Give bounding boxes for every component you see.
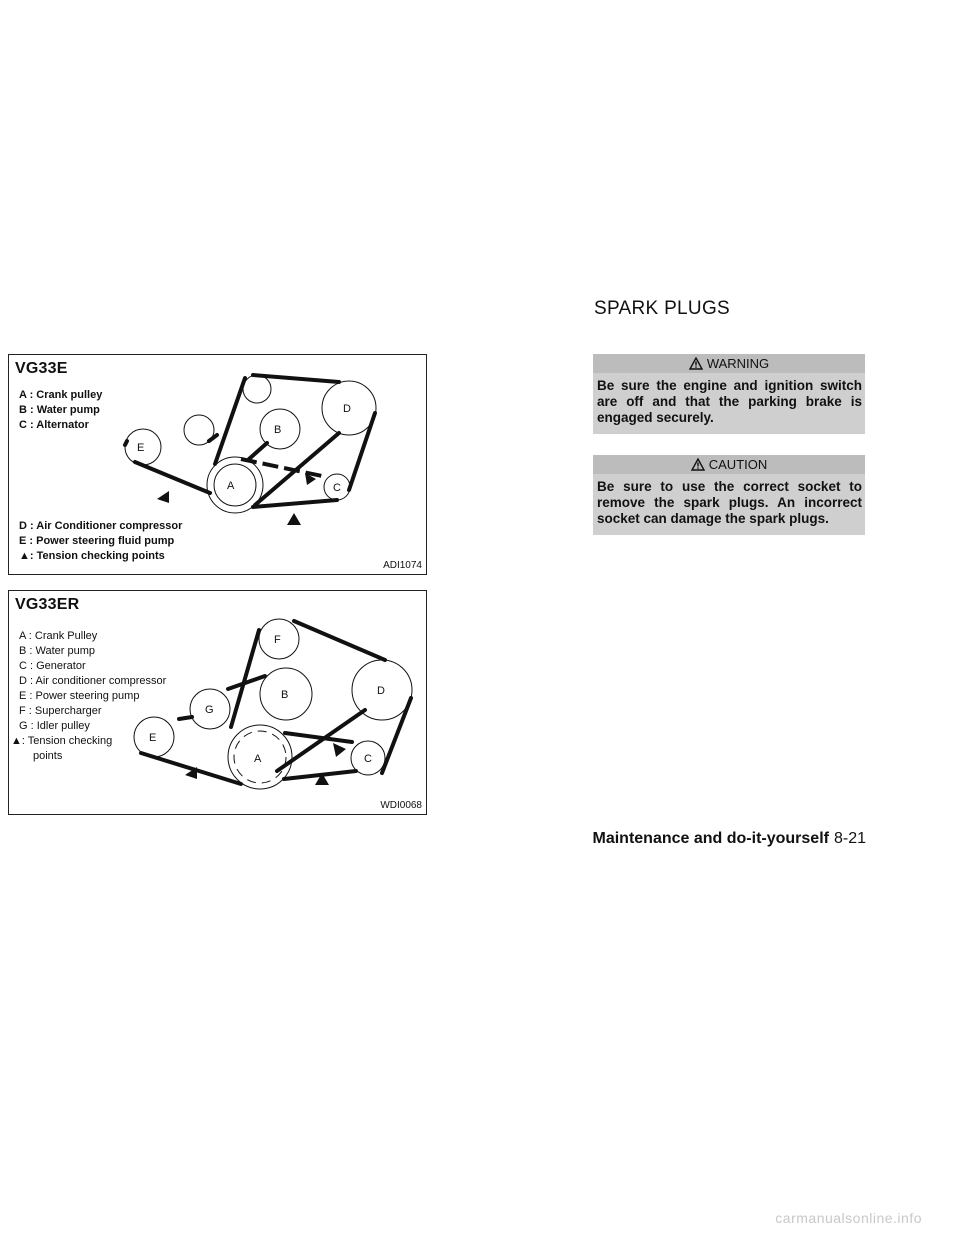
- figure-code: WDI0068: [380, 800, 422, 811]
- legend-item: B : Water pump: [19, 404, 100, 416]
- label-d: D: [343, 403, 351, 415]
- legend-item: C : Alternator: [19, 419, 89, 431]
- tension-side-belt: [241, 459, 327, 477]
- tension-point-icon: ▲: [19, 550, 30, 562]
- figure-title: VG33E: [15, 360, 68, 377]
- caution-box: [593, 455, 865, 535]
- warning-header: [593, 354, 865, 373]
- tension-marker-right: [333, 743, 346, 757]
- caution-text: Be sure to use the correct socket to remove the spark plugs. An incorrect socket can damage the spark plugs.: [597, 479, 862, 526]
- page-footer: [590, 830, 866, 848]
- section-title: SPARK PLUGS: [594, 298, 730, 319]
- legend-item: F : Supercharger: [19, 705, 102, 717]
- tension-marker-left: [157, 491, 169, 503]
- tension-markers: [185, 743, 346, 785]
- tension-point-icon: ▲: [11, 735, 22, 747]
- pulley-a-inner: [214, 464, 256, 506]
- label-c: C: [333, 482, 341, 494]
- caution-title: CAUTION: [708, 457, 768, 472]
- footer-section: Maintenance and do-it-yourself: [592, 830, 829, 847]
- label-e: E: [149, 732, 157, 744]
- warning-text: Be sure the engine and ignition switch are off and that the parking brake is engaged securely.: [597, 378, 862, 425]
- label-d: D: [377, 685, 385, 697]
- figure-code: ADI1074: [383, 560, 422, 571]
- warning-title: WARNING: [706, 356, 770, 371]
- tension-marker-bottom: [287, 513, 301, 525]
- label-a: A: [227, 480, 235, 492]
- legend-item: D : Air conditioner compressor: [19, 675, 167, 687]
- legend-item: A : Crank Pulley: [19, 630, 98, 642]
- figure-vg33er: [8, 590, 427, 815]
- legend-item: A : Crank pulley: [19, 389, 103, 401]
- label-b: B: [281, 689, 289, 701]
- legend-item: E : Power steering pump: [19, 690, 140, 702]
- figure-title: VG33ER: [15, 596, 80, 613]
- caution-icon: [691, 458, 705, 471]
- label-f: F: [274, 634, 281, 646]
- legend-item: D : Air Conditioner compressor: [19, 520, 183, 532]
- watermark: carmanualsonline.info: [775, 1210, 922, 1226]
- pulley-upper-idler: [243, 375, 271, 403]
- legend: [11, 629, 167, 764]
- label-g: G: [205, 704, 214, 716]
- legend-item: E : Power steering fluid pump: [19, 535, 175, 547]
- label-e: E: [137, 442, 145, 454]
- label-c: C: [364, 753, 372, 765]
- legend-bottom: [19, 519, 182, 564]
- caution-header: [593, 455, 865, 474]
- legend-top: [19, 388, 102, 433]
- legend-item: points: [33, 750, 63, 762]
- legend-item: C : Generator: [19, 660, 86, 672]
- legend-item: G : Idler pulley: [19, 720, 90, 732]
- legend-item: B : Water pump: [19, 645, 96, 657]
- page-number: 8-21: [833, 830, 866, 847]
- legend-item: ▲: Tension checking: [11, 735, 113, 747]
- warning-icon: [689, 357, 703, 370]
- label-b: B: [274, 424, 282, 436]
- figure-vg33e: [8, 354, 427, 575]
- label-a: A: [254, 753, 262, 765]
- warning-box: [593, 354, 865, 434]
- legend-item: ▲: Tension checking points: [19, 550, 165, 562]
